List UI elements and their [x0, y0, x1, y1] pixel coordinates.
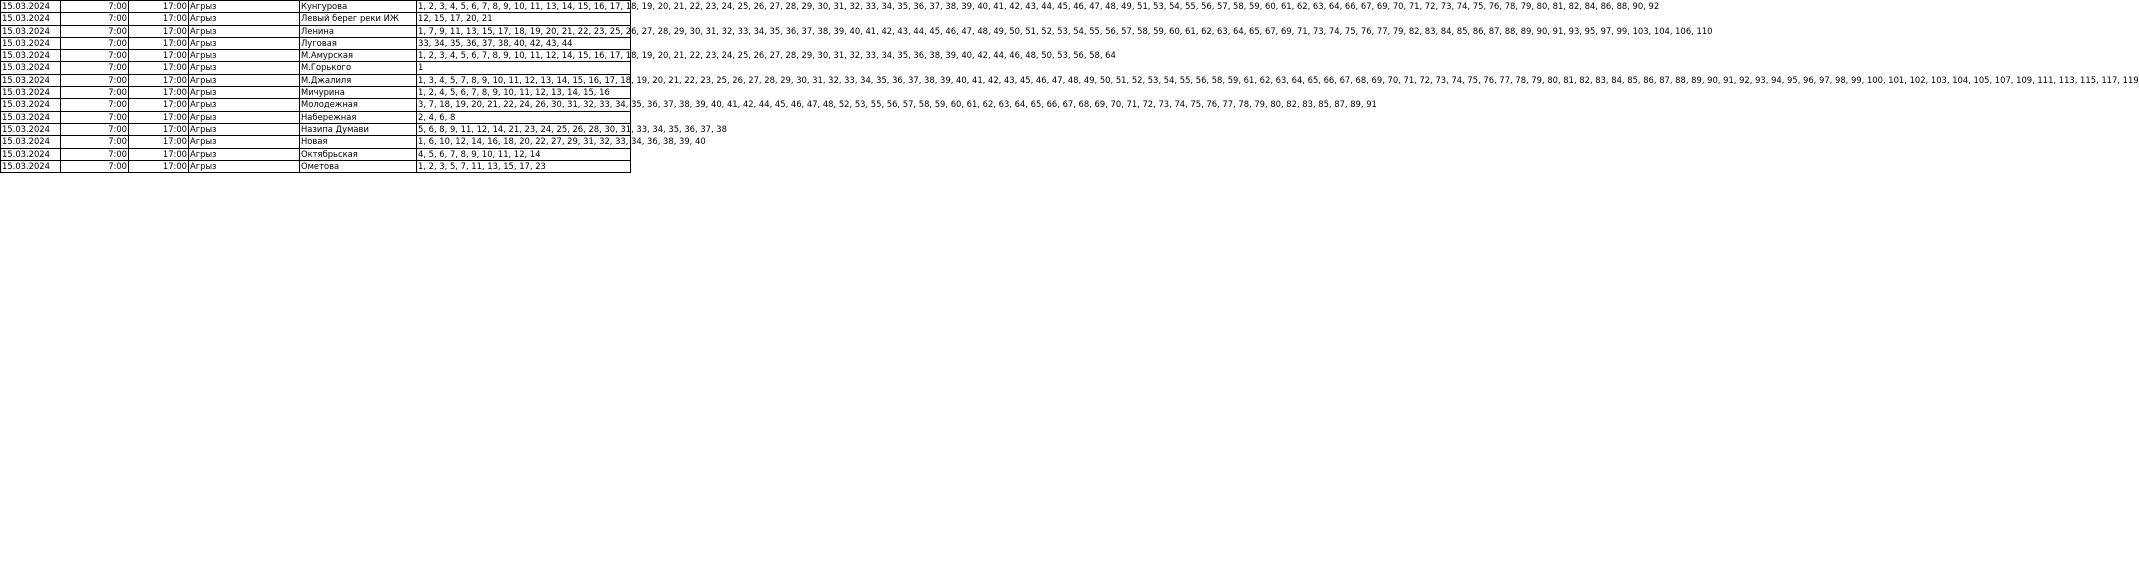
date-cell: 15.03.2024 [1, 148, 61, 160]
end-time-cell: 17:00 [129, 148, 189, 160]
town-cell: Агрыз [189, 13, 300, 25]
street-cell: Кунгурова [300, 1, 417, 13]
table-row [1, 111, 631, 123]
table-row [1, 62, 631, 74]
house-numbers-cell: 1 [417, 62, 631, 74]
house-numbers-cell: 1, 2, 3, 5, 7, 11, 13, 15, 17, 23 [417, 160, 631, 172]
table-row [1, 1, 631, 13]
house-numbers-cell: 33, 34, 35, 36, 37, 38, 40, 42, 43, 44 [417, 37, 631, 49]
end-time-cell: 17:00 [129, 123, 189, 135]
table-body [1, 1, 2139, 173]
table-row [1, 13, 631, 25]
date-cell: 15.03.2024 [1, 160, 61, 172]
table-row [1, 87, 631, 99]
town-cell: Агрыз [189, 111, 300, 123]
house-numbers-cell: 1, 7, 9, 11, 13, 15, 17, 18, 19, 20, 21, 22, 23, 25, 26, 27, 28, 29, 30, 31, 32, 33, 34, 35, 36, 37, 38, 39, 40, 41, 42, 43, 44, 45, 46, 47, 48, 49, 50, 51, 52, 53, 54, 55, 56, 57, 58, 59, 60, 61, 62, 63, 64, 65, 67, 69, 71, 73, 74, 75, 76, 77, 79, 82, 83, 84, 85, 86, 87, 88, 89, 90, 91, 93, 95, 97, 99, 103, 104, 106, 110 [418, 25, 1713, 36]
table-row [1, 148, 631, 160]
start-time-cell: 7:00 [61, 62, 129, 74]
date-cell: 15.03.2024 [1, 87, 61, 99]
end-time-cell: 17:00 [129, 62, 189, 74]
house-numbers-cell: 1, 2, 4, 5, 6, 7, 8, 9, 10, 11, 12, 13, 14, 15, 16 [417, 87, 631, 99]
start-time-cell: 7:00 [61, 37, 129, 49]
house-numbers-cell: 1, 3, 4, 5, 7, 8, 9, 10, 11, 12, 13, 14, 15, 16, 17, 18, 19, 20, 21, 22, 23, 25, 26, 27, 28, 29, 30, 31, 32, 33, 34, 35, 36, 37, 38, 39, 40, 41, 42, 43, 45, 46, 47, 48, 49, 50, 51, 52, 53, 54, 55, 56, 58, 59, 61, 62, 63, 64, 65, 66, 67, 68, 69, 70, 71, 72, 73, 74, 75, 76, 77, 78, 79, 80, 81, 82, 83, 84, 85, 86, 87, 88, 89, 90, 91, 92, 93, 94, 95, 96, 97, 98, 99, 100, 101, 102, 103, 104, 105, 107, 109, 111, 113, 115, 117, 119 [418, 74, 2139, 85]
date-cell: 15.03.2024 [1, 74, 61, 86]
end-time-cell: 17:00 [129, 99, 189, 111]
street-cell: Левый берег реки ИЖ [300, 13, 417, 25]
date-cell: 15.03.2024 [1, 111, 61, 123]
town-cell: Агрыз [189, 74, 300, 86]
town-cell: Агрыз [189, 136, 300, 148]
date-cell: 15.03.2024 [1, 62, 61, 74]
outage-schedule-table [0, 0, 2139, 173]
street-cell: Ленина [300, 25, 417, 37]
start-time-cell: 7:00 [61, 111, 129, 123]
house-numbers-cell: 5, 6, 8, 9, 11, 12, 14, 21, 23, 24, 25, 26, 28, 30, 31, 33, 34, 35, 36, 37, 38 [418, 123, 727, 134]
street-cell: М.Амурская [300, 50, 417, 62]
start-time-cell: 7:00 [61, 87, 129, 99]
street-cell: Ометова [300, 160, 417, 172]
end-time-cell: 17:00 [129, 50, 189, 62]
date-cell: 15.03.2024 [1, 99, 61, 111]
street-cell: Молодежная [300, 99, 417, 111]
start-time-cell: 7:00 [61, 74, 129, 86]
end-time-cell: 17:00 [129, 25, 189, 37]
town-cell: Агрыз [189, 62, 300, 74]
end-time-cell: 17:00 [129, 136, 189, 148]
town-cell: Агрыз [189, 1, 300, 13]
start-time-cell: 7:00 [61, 25, 129, 37]
town-cell: Агрыз [189, 99, 300, 111]
table-row [1, 25, 631, 37]
end-time-cell: 17:00 [129, 1, 189, 13]
start-time-cell: 7:00 [61, 136, 129, 148]
date-cell: 15.03.2024 [1, 13, 61, 25]
town-cell: Агрыз [189, 123, 300, 135]
street-cell: Назипа Думави [300, 123, 417, 135]
town-cell: Агрыз [189, 160, 300, 172]
start-time-cell: 7:00 [61, 1, 129, 13]
town-cell: Агрыз [189, 50, 300, 62]
table-row [1, 123, 631, 135]
start-time-cell: 7:00 [61, 123, 129, 135]
town-cell: Агрыз [189, 37, 300, 49]
date-cell: 15.03.2024 [1, 136, 61, 148]
start-time-cell: 7:00 [61, 99, 129, 111]
date-cell: 15.03.2024 [1, 50, 61, 62]
date-cell: 15.03.2024 [1, 1, 61, 13]
house-numbers-cell: 4, 5, 6, 7, 8, 9, 10, 11, 12, 14 [417, 148, 631, 160]
house-numbers-cell: 1, 2, 3, 4, 5, 6, 7, 8, 9, 10, 11, 13, 14, 15, 16, 17, 18, 19, 20, 21, 22, 23, 24, 25, 26, 27, 28, 29, 30, 31, 32, 33, 34, 35, 36, 37, 38, 39, 40, 41, 42, 43, 44, 45, 46, 47, 48, 49, 51, 53, 54, 55, 56, 57, 58, 59, 60, 61, 62, 63, 64, 66, 67, 69, 70, 71, 72, 73, 74, 75, 76, 78, 79, 80, 81, 82, 84, 86, 88, 90, 92 [418, 1, 1660, 11]
street-cell: Мичурина [300, 87, 417, 99]
street-cell: М.Джалиля [300, 74, 417, 86]
end-time-cell: 17:00 [129, 111, 189, 123]
house-numbers-cell: 1, 6, 10, 12, 14, 16, 18, 20, 22, 27, 29, 31, 32, 33, 34, 36, 38, 39, 40 [418, 136, 706, 147]
end-time-cell: 17:00 [129, 37, 189, 49]
end-time-cell: 17:00 [129, 87, 189, 99]
table-row [1, 50, 631, 62]
house-numbers-cell: 1, 2, 3, 4, 5, 6, 7, 8, 9, 10, 11, 12, 14, 15, 16, 17, 18, 19, 20, 21, 22, 23, 24, 25, 26, 27, 28, 29, 30, 31, 32, 33, 34, 35, 36, 38, 39, 40, 42, 44, 46, 48, 50, 53, 56, 58, 64 [418, 50, 1116, 61]
house-numbers-cell: 2, 4, 6, 8 [417, 111, 631, 123]
street-cell: Луговая [300, 37, 417, 49]
date-cell: 15.03.2024 [1, 123, 61, 135]
end-time-cell: 17:00 [129, 74, 189, 86]
street-cell: Новая [300, 136, 417, 148]
table-row [1, 99, 631, 111]
start-time-cell: 7:00 [61, 50, 129, 62]
date-cell: 15.03.2024 [1, 25, 61, 37]
end-time-cell: 17:00 [129, 160, 189, 172]
start-time-cell: 7:00 [61, 13, 129, 25]
house-numbers-cell: 3, 7, 18, 19, 20, 21, 22, 24, 26, 30, 31, 32, 33, 34, 35, 36, 37, 38, 39, 40, 41, 42, 44, 45, 46, 47, 48, 52, 53, 55, 56, 57, 58, 59, 60, 61, 62, 63, 64, 65, 66, 67, 68, 69, 70, 71, 72, 73, 74, 75, 76, 77, 78, 79, 80, 82, 83, 85, 87, 89, 91 [418, 99, 1377, 110]
town-cell: Агрыз [189, 87, 300, 99]
street-cell: Набережная [300, 111, 417, 123]
end-time-cell: 17:00 [129, 13, 189, 25]
date-cell: 15.03.2024 [1, 37, 61, 49]
start-time-cell: 7:00 [61, 160, 129, 172]
table-row [1, 136, 631, 148]
house-numbers-cell: 12, 15, 17, 20, 21 [417, 13, 631, 25]
table-row [1, 37, 631, 49]
table-row [1, 74, 631, 86]
start-time-cell: 7:00 [61, 148, 129, 160]
street-cell: Октябрьская [300, 148, 417, 160]
town-cell: Агрыз [189, 148, 300, 160]
table-row [1, 160, 631, 172]
town-cell: Агрыз [189, 25, 300, 37]
street-cell: М.Горького [300, 62, 417, 74]
